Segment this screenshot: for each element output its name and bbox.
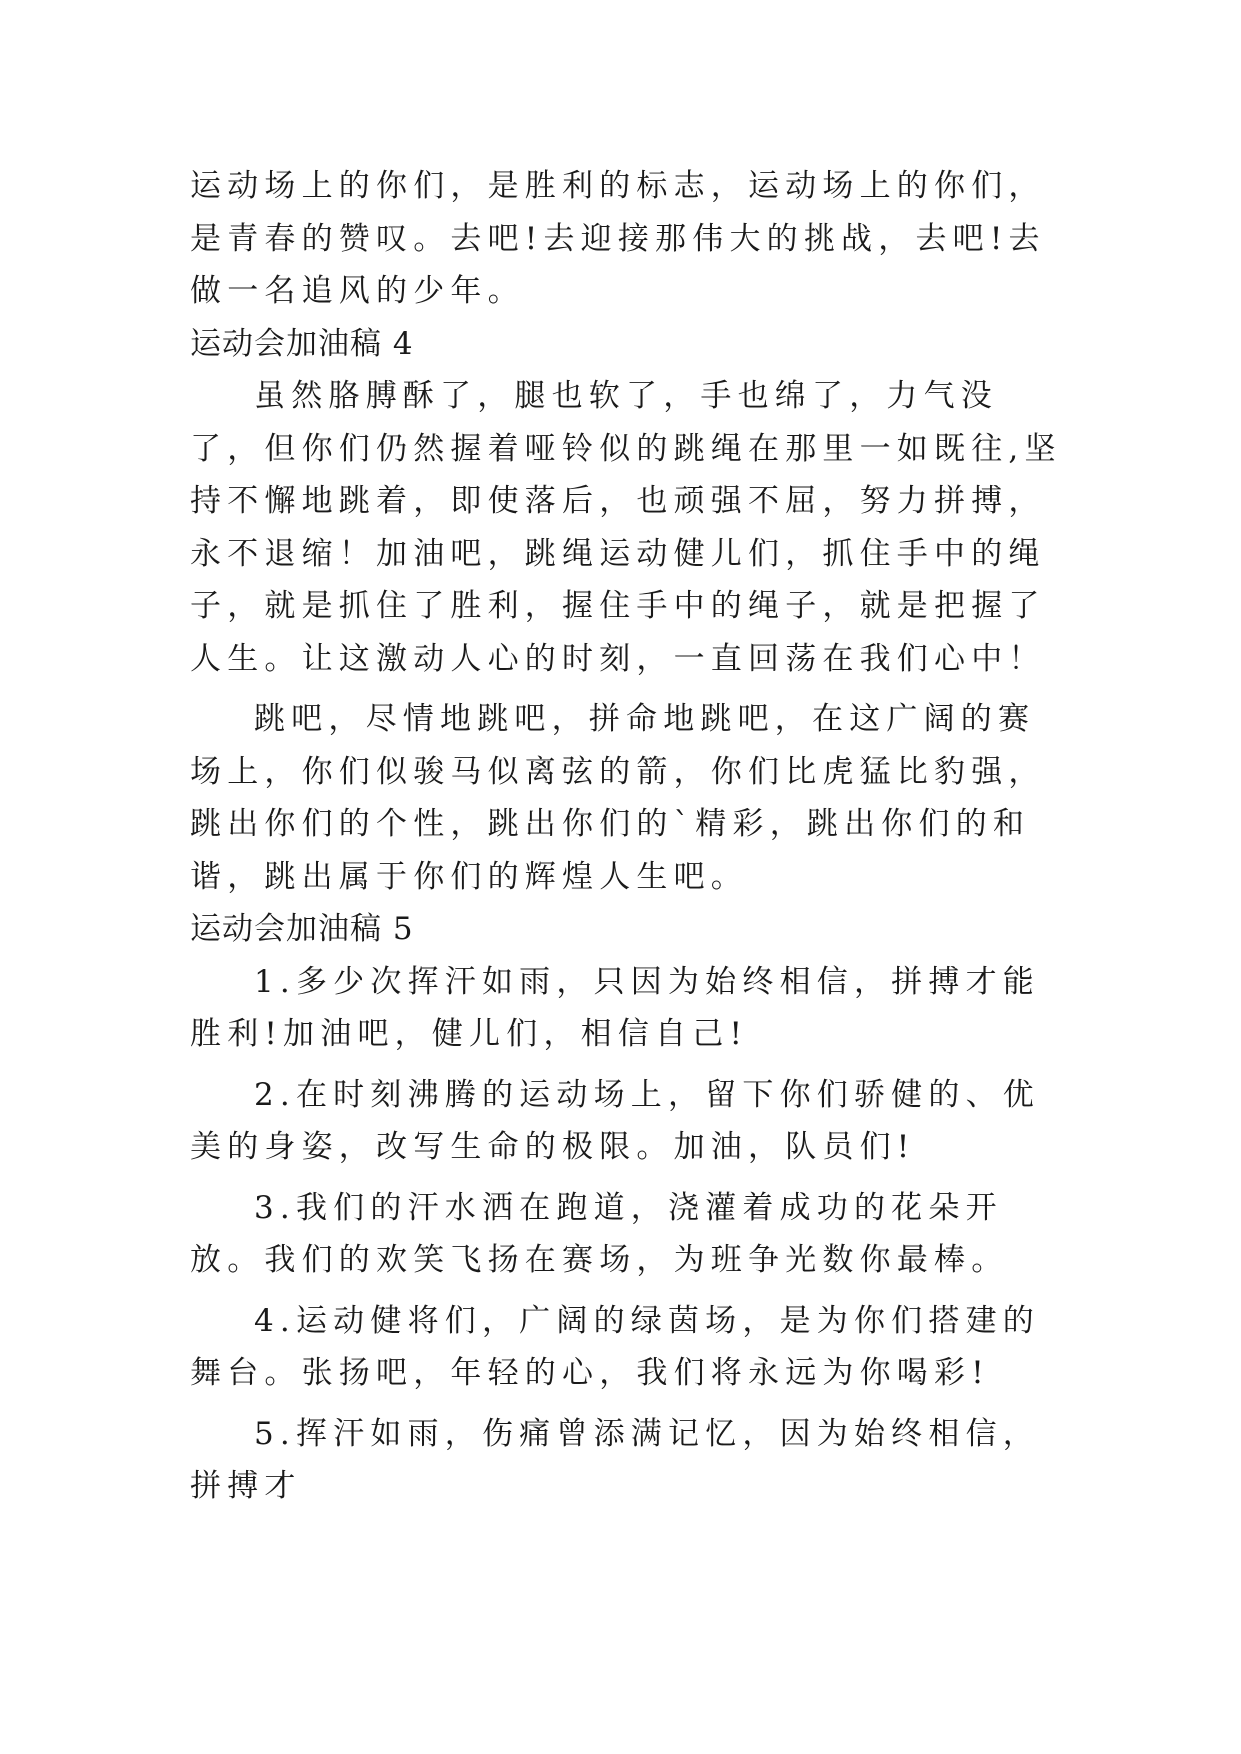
paragraph-jump-rope: 虽然胳膊酥了，腿也软了，手也绵了，力气没了，但你们仍然握着哑铃似的跳绳在那里一如既往,坚持不懈地跳着，即使落后，也顽强不屈，努力拼搏，永不退缩！加油吧，跳绳运动健儿们，抓住手中的绳子，就是抓住了胜利，握住手中的绳子，就是把握了人生。让这激动人心的时刻，一直回荡在我们心中！ xyxy=(190,378,1062,677)
paragraph-intro: 运动场上的你们，是胜利的标志，运动场上的你们，是青春的赞叹。去吧!去迎接那伟大的挑战，去吧!去做一名追风的少年。 xyxy=(190,168,1046,309)
list-item-2: 2.在时刻沸腾的运动场上，留下你们骄健的、优美的身姿，改写生命的极限。加油，队员们! xyxy=(190,1076,1040,1165)
list-item-5: 5.挥汗如雨，伤痛曾添满记忆，因为始终相信，拼搏才 xyxy=(190,1415,1040,1504)
paragraph-jump-cheer: 跳吧，尽情地跳吧，拼命地跳吧，在这广阔的赛场上，你们似骏马似离弦的箭，你们比虎猛比豹强，跳出你们的个性，跳出你们的`精彩，跳出你们的和谐，跳出属于你们的辉煌人生吧。 xyxy=(190,701,1046,895)
section-heading-4: 运动会加油稿 4 xyxy=(190,325,414,362)
list-item-3: 3.我们的汗水洒在跑道，浇灌着成功的花朵开放。我们的欢笑飞扬在赛场，为班争光数你最棒。 xyxy=(190,1189,1009,1278)
list-item-1: 1.多少次挥汗如雨，只因为始终相信，拼搏才能胜利!加油吧，健儿们，相信自己! xyxy=(190,963,1040,1052)
section-heading-5: 运动会加油稿 5 xyxy=(190,911,414,947)
document-body xyxy=(190,160,1070,1513)
list-item-4: 4.运动健将们，广阔的绿茵场，是为你们搭建的舞台。张扬吧，年轻的心，我们将永远为你喝彩! xyxy=(190,1302,1040,1391)
